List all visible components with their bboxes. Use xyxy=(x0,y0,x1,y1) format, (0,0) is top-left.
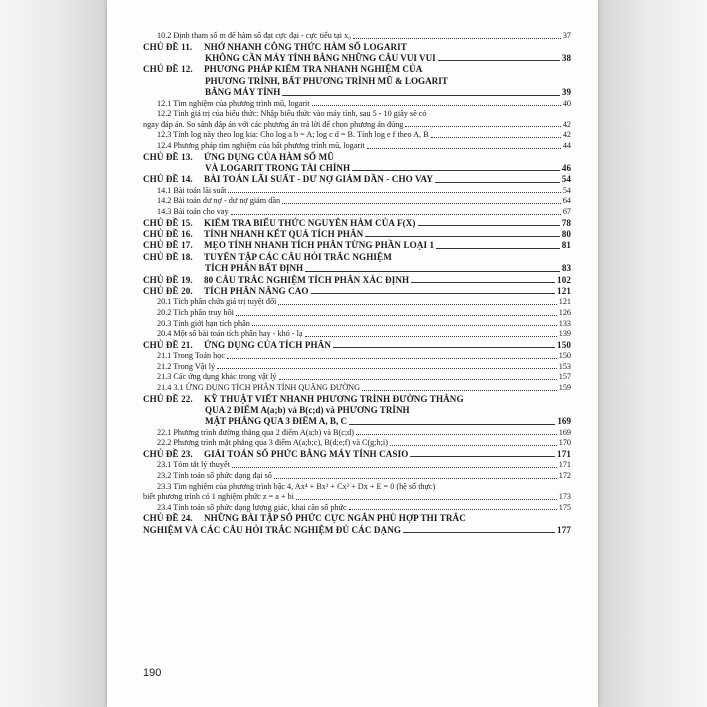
entry-title: ỨNG DỤNG CỦA TÍCH PHÂN xyxy=(204,339,331,350)
leader-dots xyxy=(282,203,561,204)
entry-page: 170 xyxy=(558,438,571,448)
toc-entry xyxy=(143,76,571,87)
toc-entry xyxy=(143,196,571,207)
toc-entry xyxy=(143,372,571,383)
leader-dots xyxy=(431,137,561,138)
entry-title: ngay đáp án. So sánh đáp án với các phương án trả lời để chọn phương án đúng xyxy=(143,119,404,129)
entry-page: 67 xyxy=(562,207,571,216)
entry-page: 150 xyxy=(558,351,571,361)
entry-title: 21.3 Các ứng dụng khác trong vật lý xyxy=(157,372,277,382)
entry-page: 78 xyxy=(561,217,571,228)
toc-entry xyxy=(143,53,571,64)
leader-dots xyxy=(333,347,555,348)
leader-dots xyxy=(217,368,557,369)
entry-page: 159 xyxy=(558,383,571,392)
toc-entry xyxy=(143,482,571,493)
entry-title: GIẢI TOÁN SỐ PHỨC BẰNG MÁY TÍNH CASIO xyxy=(204,449,409,459)
toc-entry xyxy=(143,428,571,439)
entry-title: KIỂM TRA BIỂU THỨC NGUYÊN HÀM CỦA F(X) xyxy=(204,217,416,228)
toc-entry xyxy=(143,286,571,297)
chapter-label: CHỦ ĐỀ 12. xyxy=(143,64,193,75)
entry-page: 40 xyxy=(562,98,571,108)
entry-title: 21.4 3.1 ỨNG DỤNG TÍCH PHÂN TÍNH QUÃNG ĐƯỜNG xyxy=(157,383,360,392)
toc-entry xyxy=(143,87,571,98)
entry-title: NGHIỆM VÀ CÁC CÂU HỎI TRẮC NGHIỆM ĐỦ CÁC DẠNG xyxy=(143,524,402,535)
chapter-label: CHỦ ĐỀ 19. xyxy=(143,274,193,285)
toc-entry xyxy=(143,207,571,218)
toc-entry xyxy=(143,351,571,362)
entry-title: 10.2 Định tham số m để hàm số đạt cực đại - cực tiểu tại x₀ xyxy=(157,31,352,40)
entry-title: 14.3 Bài toán cho vay xyxy=(157,207,229,216)
chapter-label: CHỦ ĐỀ 24. xyxy=(143,513,193,524)
entry-title: KỸ THUẬT VIẾT NHANH PHƯƠNG TRÌNH ĐƯỜNG THẲNG xyxy=(204,393,464,404)
leader-dots xyxy=(279,379,557,380)
toc-entry xyxy=(143,141,571,152)
toc-entry xyxy=(143,275,571,286)
entry-title: 22.1 Phương trình đường thẳng qua 2 điểm A(a;b) và B(c;d) xyxy=(157,427,354,437)
background-left xyxy=(0,0,107,707)
entry-page: 121 xyxy=(558,297,571,307)
toc-entry xyxy=(143,240,571,251)
entry-page: 83 xyxy=(561,263,571,274)
entry-page: 157 xyxy=(558,372,571,382)
toc-entry xyxy=(143,174,571,185)
toc-entry xyxy=(143,31,571,42)
entry-title: 80 CÂU TRẮC NGHIỆM TÍCH PHÂN XÁC ĐỊNH xyxy=(204,274,410,285)
chapter-label: CHỦ ĐỀ 16. xyxy=(143,229,193,239)
leader-dots xyxy=(353,38,561,39)
entry-title: TUYỂN TẬP CÁC CÂU HỎI TRẮC NGHIỆM xyxy=(204,251,392,262)
entry-page: 173 xyxy=(558,492,571,502)
toc-entry xyxy=(143,42,571,53)
leader-dots xyxy=(436,248,560,249)
leader-dots xyxy=(227,358,557,359)
entry-title: 20.4 Một số bài toán tích phân hay - khó - lạ xyxy=(157,329,303,339)
entry-title: 12.3 Tính log này theo log kia: Cho log a b = A; log c d = B. Tính log e f theo A, B xyxy=(157,130,429,140)
leader-dots xyxy=(311,293,555,294)
toc-entry xyxy=(143,297,571,308)
toc-entry xyxy=(143,109,571,120)
entry-title: 22.2 Phương trình mặt phẳng qua 3 điểm A(a;b;c), B(d;e;f) và C(g;h;i) xyxy=(157,438,388,448)
entry-page: 177 xyxy=(557,524,571,535)
leader-dots xyxy=(278,304,556,305)
leader-dots xyxy=(252,325,557,326)
toc-entry xyxy=(143,471,571,482)
entry-title: biết phương trình có 1 nghiệm phức z = a + bi xyxy=(143,492,294,502)
entry-page: 37 xyxy=(562,31,571,40)
entry-page: 175 xyxy=(558,502,571,512)
entry-page: 42 xyxy=(562,130,571,140)
chapter-label: CHỦ ĐỀ 13. xyxy=(143,151,193,162)
entry-title: TÍCH PHÂN BẤT ĐỊNH xyxy=(205,263,304,274)
leader-dots xyxy=(231,214,561,215)
entry-title: 23.3 Tìm nghiệm của phương trình bậc 4, Ax⁴ + Bx³ + Cx² + Dx + E = 0 (hệ số thực) xyxy=(157,481,436,491)
toc-entry xyxy=(143,130,571,141)
leader-dots xyxy=(435,182,560,183)
entry-title: VÀ LOGARIT TRONG TÀI CHÍNH xyxy=(205,163,351,173)
toc-entry xyxy=(143,99,571,110)
entry-title: 20.2 Tích phân truy hồi xyxy=(157,308,234,318)
entry-title: 12.2 Tính giá trị của biểu thức: Nhập biểu thức vào máy tính, sau 5 - 10 giây sẽ có xyxy=(157,109,427,119)
toc-entry xyxy=(143,64,571,75)
chapter-label: CHỦ ĐỀ 14. xyxy=(143,174,193,185)
entry-title: PHƯƠNG PHÁP KIỂM TRA NHANH NGHIỆM CỦA xyxy=(204,64,423,75)
entry-title: 21.1 Trong Toán học xyxy=(157,351,225,361)
toc-entry xyxy=(143,263,571,274)
leader-dots xyxy=(438,60,560,61)
leader-dots xyxy=(367,148,561,149)
leader-dots xyxy=(349,509,557,510)
entry-title: MẶT PHẲNG QUA 3 ĐIỂM A, B, C xyxy=(205,416,348,427)
leader-dots xyxy=(305,271,560,272)
entry-title: 12.4 Phương pháp tìm nghiệm của bất phương trình mũ, logarit xyxy=(157,141,365,150)
leader-dots xyxy=(282,95,560,96)
entry-page: 54 xyxy=(562,185,571,195)
entry-title: TÍNH NHANH KẾT QUẢ TÍCH PHÂN xyxy=(204,229,364,239)
chapter-label: CHỦ ĐỀ 11. xyxy=(143,41,193,52)
toc-entry xyxy=(143,525,571,536)
entry-page: 169 xyxy=(558,427,571,437)
table-of-contents xyxy=(143,31,571,536)
entry-title: NHỮNG BÀI TẬP SỐ PHỨC CỰC NGẮN PHÙ HỢP THI TRẮC xyxy=(204,513,466,524)
chapter-label: CHỦ ĐỀ 17. xyxy=(143,240,193,251)
toc-entry xyxy=(143,308,571,319)
entry-page: 121 xyxy=(557,286,571,297)
toc-entry xyxy=(143,492,571,503)
entry-page: 80 xyxy=(561,229,571,239)
entry-page: 81 xyxy=(561,240,571,251)
toc-entry xyxy=(143,460,571,471)
leader-dots xyxy=(410,456,555,457)
toc-entry xyxy=(143,503,571,514)
entry-page: 171 xyxy=(558,460,571,470)
background-right xyxy=(598,0,707,707)
entry-page: 171 xyxy=(557,449,571,459)
leader-dots xyxy=(365,236,559,237)
chapter-label: CHỦ ĐỀ 20. xyxy=(143,286,193,297)
entry-page: 153 xyxy=(558,361,571,371)
toc-entry xyxy=(143,394,571,405)
toc-entry xyxy=(143,362,571,373)
entry-page: 133 xyxy=(558,318,571,328)
leader-dots xyxy=(232,467,557,468)
toc-entry xyxy=(143,329,571,340)
book-page xyxy=(107,0,598,707)
entry-title: QUA 2 ĐIỂM A(a;b) và B(c;d) và PHƯƠNG TRÌNH xyxy=(205,405,410,415)
leader-dots xyxy=(405,126,560,127)
entry-title: NHỚ NHANH CÔNG THỨC HÀM SỐ LOGARIT xyxy=(204,41,407,52)
entry-title: TÍCH PHÂN NÂNG CAO xyxy=(204,286,309,297)
entry-page: 38 xyxy=(561,53,571,63)
chapter-label: CHỦ ĐỀ 15. xyxy=(143,217,193,228)
entry-title: 12.1 Tìm nghiệm của phương trình mũ, logarit xyxy=(157,98,310,108)
chapter-label: CHỦ ĐỀ 21. xyxy=(143,339,193,350)
entry-title: BÀI TOÁN LÃI SUẤT - DƯ NỢ GIẢM DẦN - CHO VAY xyxy=(204,174,433,185)
entry-title: 20.3 Tính giới hạn tích phân xyxy=(157,318,250,328)
entry-page: 42 xyxy=(562,119,571,129)
chapter-label: CHỦ ĐỀ 23. xyxy=(143,449,193,459)
leader-dots xyxy=(296,499,557,500)
entry-title: 23.1 Tóm tắt lý thuyết xyxy=(157,460,230,470)
toc-entry xyxy=(143,319,571,330)
leader-dots xyxy=(411,282,555,283)
leader-dots xyxy=(403,532,555,533)
toc-entry xyxy=(143,229,571,240)
entry-page: 139 xyxy=(558,329,571,339)
entry-title: KHÔNG CẦN MÁY TÍNH BẰNG NHỮNG CÂU VUI VUI xyxy=(205,53,436,63)
leader-dots xyxy=(352,170,560,171)
entry-title: 14.1 Bài toán lãi suất xyxy=(157,185,227,195)
toc-entry xyxy=(143,120,571,131)
entry-title: MẸO TÍNH NHANH TÍCH PHÂN TỪNG PHẦN LOẠI 1 xyxy=(204,240,435,251)
entry-page: 39 xyxy=(561,87,571,98)
toc-entry xyxy=(143,513,571,524)
entry-title: BẰNG MÁY TÍNH xyxy=(205,87,281,98)
leader-dots xyxy=(236,315,557,316)
entry-page: 169 xyxy=(557,416,571,427)
toc-entry xyxy=(143,438,571,449)
toc-entry xyxy=(143,152,571,163)
toc-entry xyxy=(143,416,571,427)
page-number: 190 xyxy=(143,667,162,679)
entry-page: 46 xyxy=(561,163,571,173)
entry-page: 54 xyxy=(561,174,571,185)
chapter-label: CHỦ ĐỀ 22. xyxy=(143,393,193,404)
leader-dots xyxy=(356,434,557,435)
entry-page: 44 xyxy=(562,141,571,150)
entry-page: 126 xyxy=(558,308,571,318)
entry-title: 20.1 Tích phân chứa giá trị tuyệt đối xyxy=(157,297,277,307)
entry-title: 23.4 Tính toán số phức dạng lượng giác, khai căn số phức xyxy=(157,502,347,512)
toc-entry xyxy=(143,163,571,174)
entry-page: 172 xyxy=(558,471,571,480)
toc-entry xyxy=(143,252,571,263)
leader-dots xyxy=(305,336,557,337)
entry-title: 21.2 Trong Vật lý xyxy=(157,361,216,371)
entry-title: 14.2 Bài toán dư nợ - dư nợ giảm dần xyxy=(157,196,281,206)
leader-dots xyxy=(349,424,555,425)
toc-entry xyxy=(143,449,571,460)
leader-dots xyxy=(274,478,557,479)
toc-entry xyxy=(143,405,571,416)
toc-entry xyxy=(143,186,571,197)
leader-dots xyxy=(362,390,557,391)
toc-entry xyxy=(143,218,571,229)
entry-page: 150 xyxy=(557,339,571,350)
entry-title: PHƯƠNG TRÌNH, BẤT PHƯƠNG TRÌNH MŨ & LOGARIT xyxy=(205,75,448,86)
toc-entry xyxy=(143,383,571,394)
leader-dots xyxy=(390,445,557,446)
entry-page: 102 xyxy=(557,274,571,285)
entry-title: ỨNG DỤNG CỦA HÀM SỐ MŨ xyxy=(204,151,334,162)
leader-dots xyxy=(418,225,560,226)
chapter-label: CHỦ ĐỀ 18. xyxy=(143,251,193,262)
leader-dots xyxy=(312,105,561,106)
toc-entry xyxy=(143,340,571,351)
entry-page: 64 xyxy=(562,196,571,206)
entry-title: 23.2 Tính toán số phức dạng đại số xyxy=(157,471,272,480)
leader-dots xyxy=(228,192,560,193)
